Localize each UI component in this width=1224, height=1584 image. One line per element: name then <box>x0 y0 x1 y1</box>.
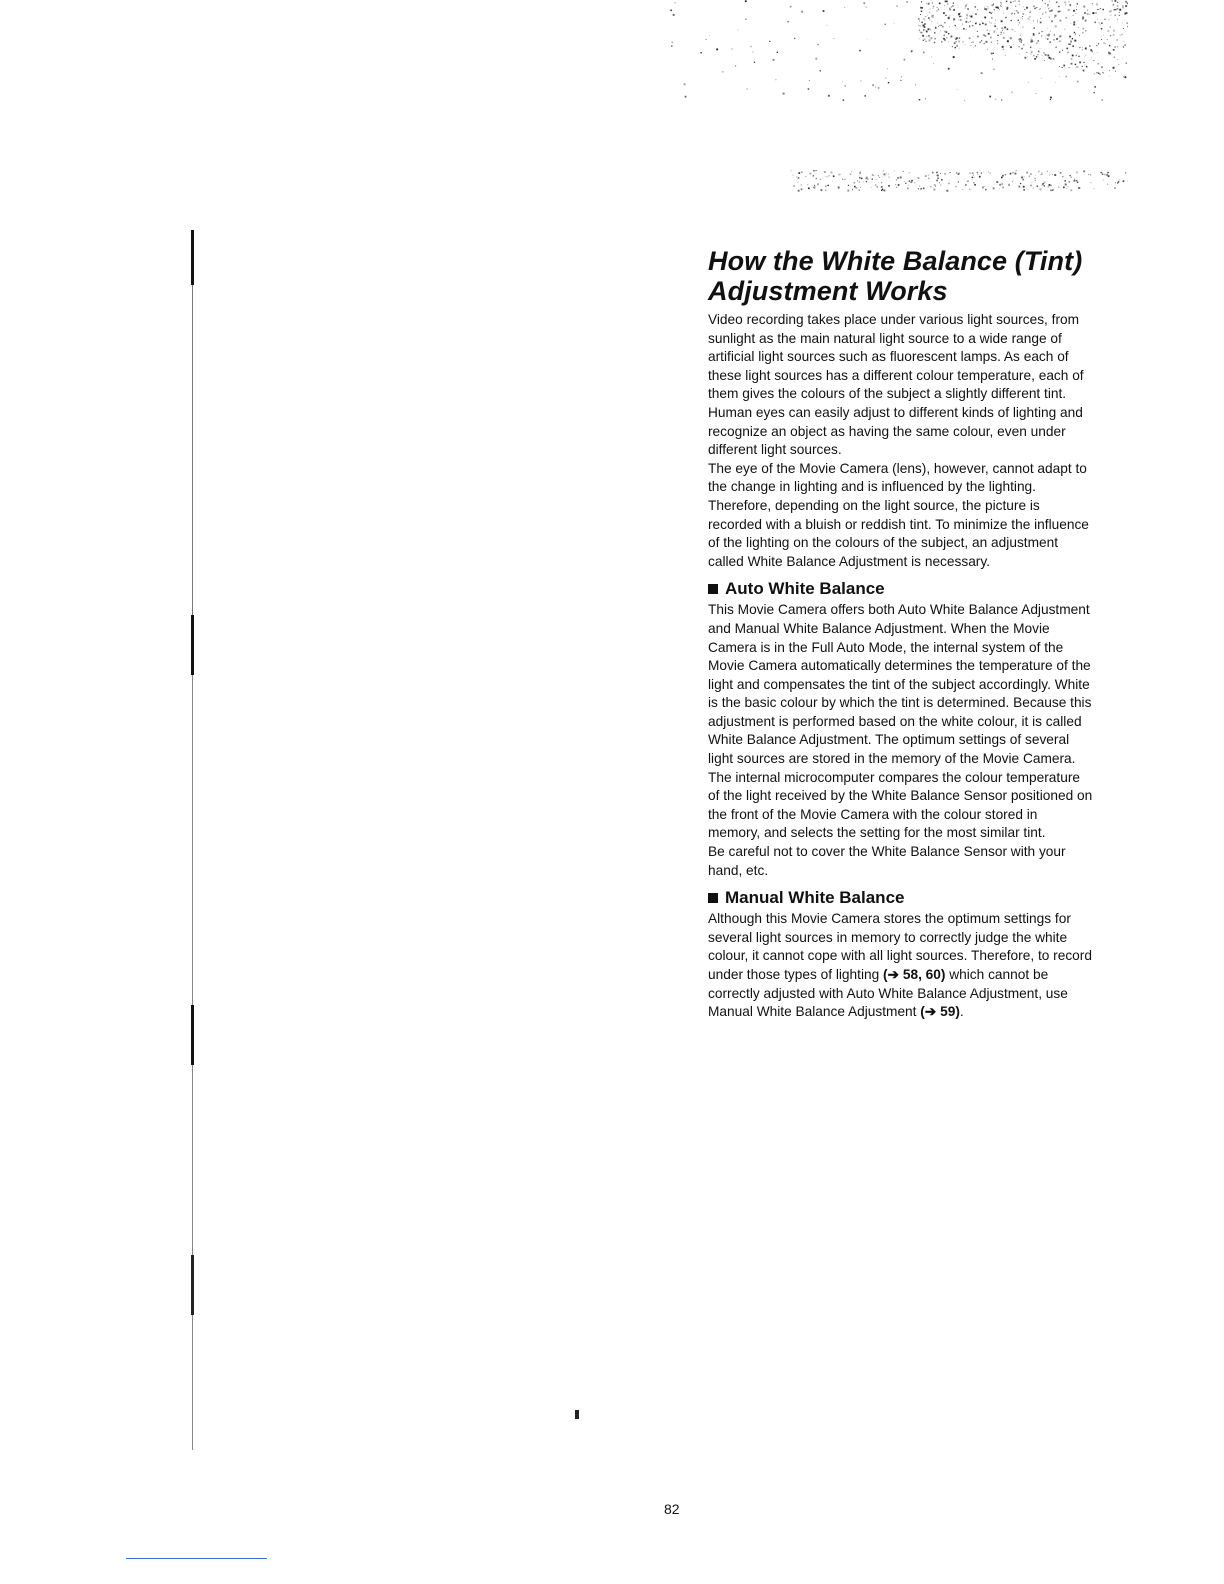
auto-white-balance-heading-text: Auto White Balance <box>725 579 885 599</box>
auto-paragraph-1: This Movie Camera offers both Auto White Balance Adjustment and Manual White Balance Adjustment. When the Movie Camera is in the Full Auto Mode, the internal system of the Movie Camera automatically determines the temperature of the light and compensates the tint of the subject accordingly. White is the basic colour by which the tint is determined. Because this adjustment is performed based on the white colour, it is called White Balance Adjustment. The optimum settings of several light sources are stored in the memory of the Movie Camera. The internal microcomputer compares the colour temperature of the light received by the White Balance Sensor positioned on the front of the Movie Camera with the colour stored in memory, and selects the setting for the most similar tint. <box>708 602 1093 841</box>
intro-paragraph-2: Human eyes can easily adjust to different kinds of lighting and recognize an object as having the same colour, even under different light sources. <box>708 404 1083 458</box>
manual-text-2: which cannot be correctly adjusted with Auto White Balance Adjustment, use Manual White Balance Adjustment <box>708 967 1068 1020</box>
page-title-line2: Adjustment Works <box>708 276 948 306</box>
page-number: 82 <box>664 1501 680 1517</box>
page-title <box>708 246 1093 306</box>
scan-margin-rule <box>191 185 194 1450</box>
scan-noise-top <box>668 0 1128 192</box>
square-bullet-icon <box>708 893 718 903</box>
manual-page-content <box>708 246 1093 1022</box>
manual-text-3: . <box>959 1004 964 1020</box>
intro-paragraph-1: Video recording takes place under various light sources, from sunlight as the main natural light source to a wide range of artificial light sources such as fluorescent lamps. As each of these light sources has a different colour temperature, each of them gives the colours of the subject a slightly different tint. <box>708 312 1084 402</box>
manual-text-1: Although this Movie Camera stores the optimum settings for several light sources in memory to correctly judge the white colour, it cannot cope with all light sources. Therefore, to record under those types of lighting <box>708 911 1092 982</box>
manual-paragraph <box>708 910 1093 1022</box>
square-bullet-icon <box>708 584 718 594</box>
scan-speck <box>575 1410 579 1419</box>
page-title-line1: How the White Balance (Tint) <box>708 246 1083 276</box>
auto-paragraph-2: Be careful not to cover the White Balance Sensor with your hand, etc. <box>708 844 1066 878</box>
page-reference-link[interactable]: (➔ 58, 60) <box>883 967 946 982</box>
manual-white-balance-heading <box>708 887 1093 908</box>
scan-edge-line <box>126 1558 267 1559</box>
page-reference-link[interactable]: (➔ 59) <box>920 1004 960 1020</box>
auto-white-balance-heading <box>708 578 1093 599</box>
manual-white-balance-heading-text: Manual White Balance <box>725 888 905 908</box>
intro-paragraph-3: The eye of the Movie Camera (lens), however, cannot adapt to the change in lighting and is influenced by the lighting. Therefore, depending on the light source, the picture is recorded with a bluish or reddish tint. To minimize the influence of the lighting on the colours of the subject, an adjustment called White Balance Adjustment is necessary. <box>708 460 1089 569</box>
